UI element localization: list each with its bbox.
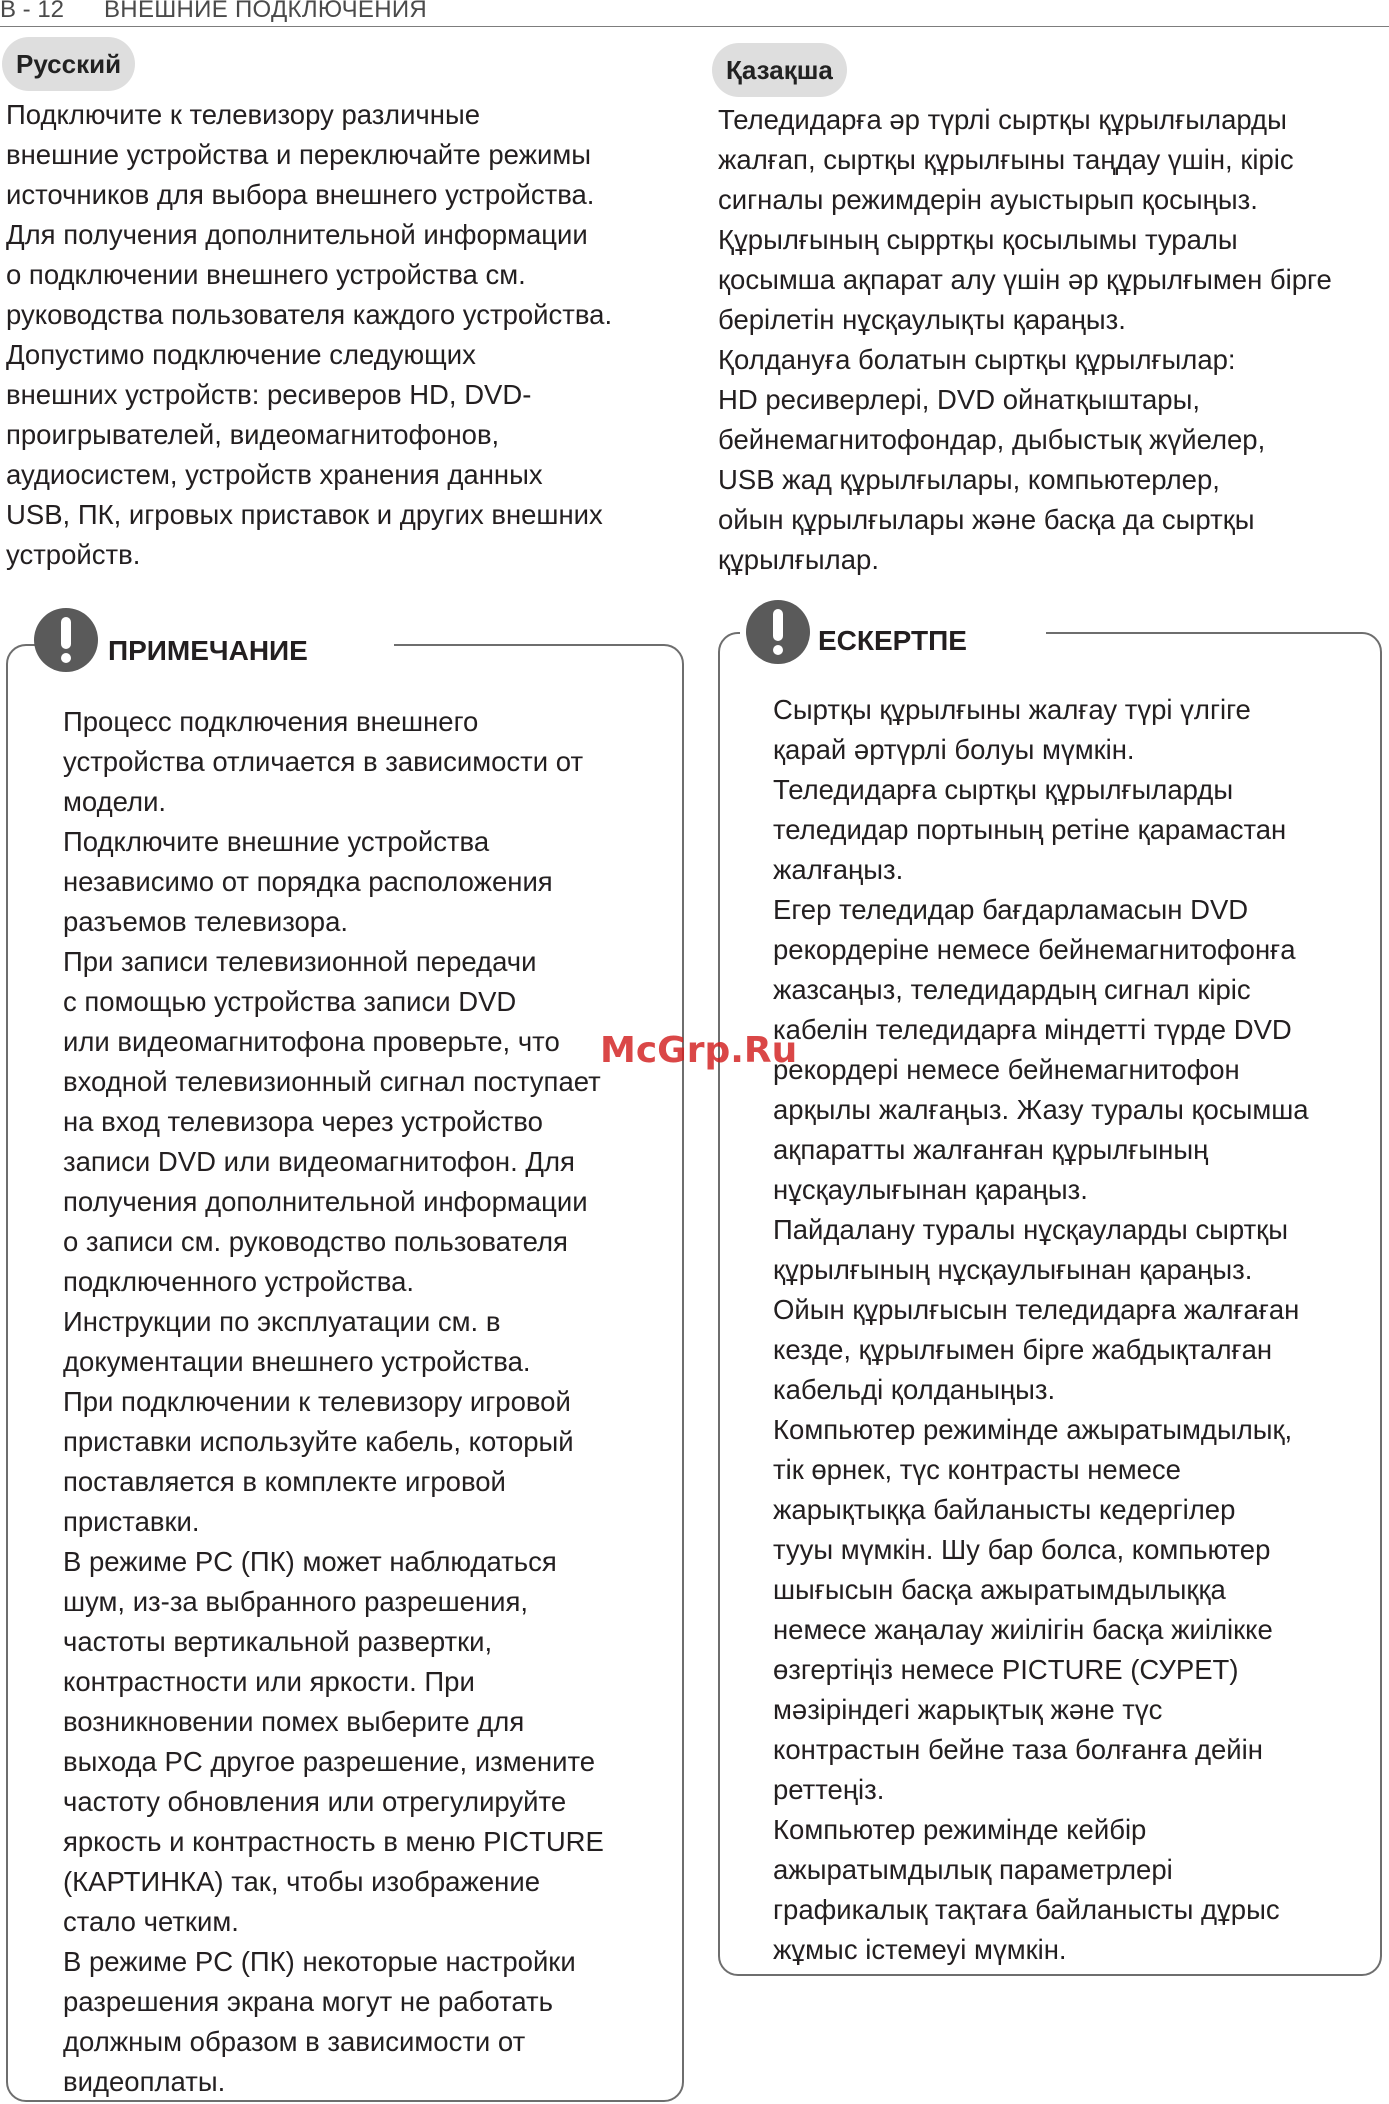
kazakh-note-title: ЕСКЕРТПЕ	[818, 625, 967, 656]
section-title: ВНЕШНИЕ ПОДКЛЮЧЕНИЯ	[104, 0, 428, 23]
warning-exclamation-icon	[746, 600, 810, 664]
russian-note-title: ПРИМЕЧАНИЕ	[108, 635, 308, 666]
russian-note-text: Процесс подключения внешнего устройства отличается в зависимости от модели. Подключите внешние устройства независимо от порядка расположения разъемов телевизора. При записи телевизионной передачи с помощью устройства записи DVD или видеомагнитофона проверьте, что входной телевизионный сигнал поступает на вход телевизора через устройство записи DVD или видеомагнитофон. Для получения дополнительной информации о записи см. руководство пользователя подключенного устройства. Инструкции по эксплуатации см. в документации внешнего устройства. При подключении к телевизору игровой приставки используйте кабель, который поставляется в комплекте игровой приставки. В режиме PC (ПК) может наблюдаться шум, из-за выбранного разрешения, частоты вертикальной развертки, контрастности или яркости. При возникновении помех выберите для выхода PC другое разрешение, измените частоту обновления или отрегулируйте яркость и контрастность в меню PICTURE (КАРТИНКА) так, чтобы изображение стало четким. В режиме PC (ПК) некоторые настройки разрешения экрана могут не работать должным образом в зависимости от видеоплаты.	[63, 706, 604, 2097]
page-number: B - 12	[0, 0, 65, 23]
kazakh-language-label: Қазақша	[712, 43, 847, 97]
russian-intro-text: Подключите к телевизору различные внешние устройства и переключайте режимы источников для выбора внешнего устройства. Для получения дополнительной информации о подключении внешнего устройства см. руководства пользователя каждого устройства. Допустимо подключение следующих внешних устройств: ресиверов HD, DVD- проигрывателей, видеомагнитофонов, аудиосистем, устройств хранения данных USB, ПК, игровых приставок и других внешних устройств.	[6, 99, 613, 570]
kazakh-intro-text: Теледидарға әр түрлі сыртқы құрылғыларды жалғап, сыртқы құрылғыны таңдау үшін, кіріс сигналы режимдерін ауыстырып қосыңыз. Құрылғының сырртқы қосылымы туралы қосымша ақпарат алу үшін әр құрылғымен бірге берілетін нұсқаулықты қараңыз. Қолдануға болатын сыртқы құрылғылар: HD ресиверлері, DVD ойнатқыштары, бейнемагнитофондар, дыбыстық жүйелер, USB жад құрылғылары, компьютерлер, ойын құрылғылары және басқа да сыртқы құрылғылар.	[718, 104, 1332, 575]
kazakh-note-text: Сыртқы құрылғыны жалғау түрі үлгіге қарай әртүрлі болуы мүмкін. Теледидарға сыртқы құрылғыларды теледидар портының ретіне қарамастан жалғаңыз. Егер теледидар бағдарламасын DVD рекордеріне немесе бейнемагнитофонға жазсаңыз, теледидардың сигнал кіріс кабелін теледидарға міндетті түрде DVD рекордері немесе бейнемагнитофон арқылы жалғаңыз. Жазу туралы қосымша ақпаратты жалғанған құрылғының нұсқаулығынан қараңыз. Пайдалану туралы нұсқауларды сыртқы құрылғының нұсқаулығынан қараңыз. Ойын құрылғысын теледидарға жалғаған кезде, құрылғымен бірге жабдықталған кабельді қолданыңыз. Компьютер режимінде ажыратымдылық, тік өрнек, түс контрасты немесе жарықтыққа байланысты кедергілер тууы мүмкін. Шу бар болса, компьютер шығысын басқа ажыратымдылыққа немесе жаңалау жиілігін басқа жиілікке өзгертіңіз немесе PICTURE (СУРЕТ) мәзіріндегі жарықтық және түс контрастын бейне таза болғанға дейін реттеңіз. Компьютер режимінде кейбір ажыратымдылық параметрлері графикалық тақтаға байланысты дұрыс жұмыс істемеуі мүмкін.	[773, 694, 1309, 1965]
russian-language-label: Русский	[2, 37, 135, 91]
warning-exclamation-icon	[34, 608, 98, 672]
page-header	[0, 0, 1389, 27]
watermark: McGrp.Ru	[600, 1030, 798, 1071]
